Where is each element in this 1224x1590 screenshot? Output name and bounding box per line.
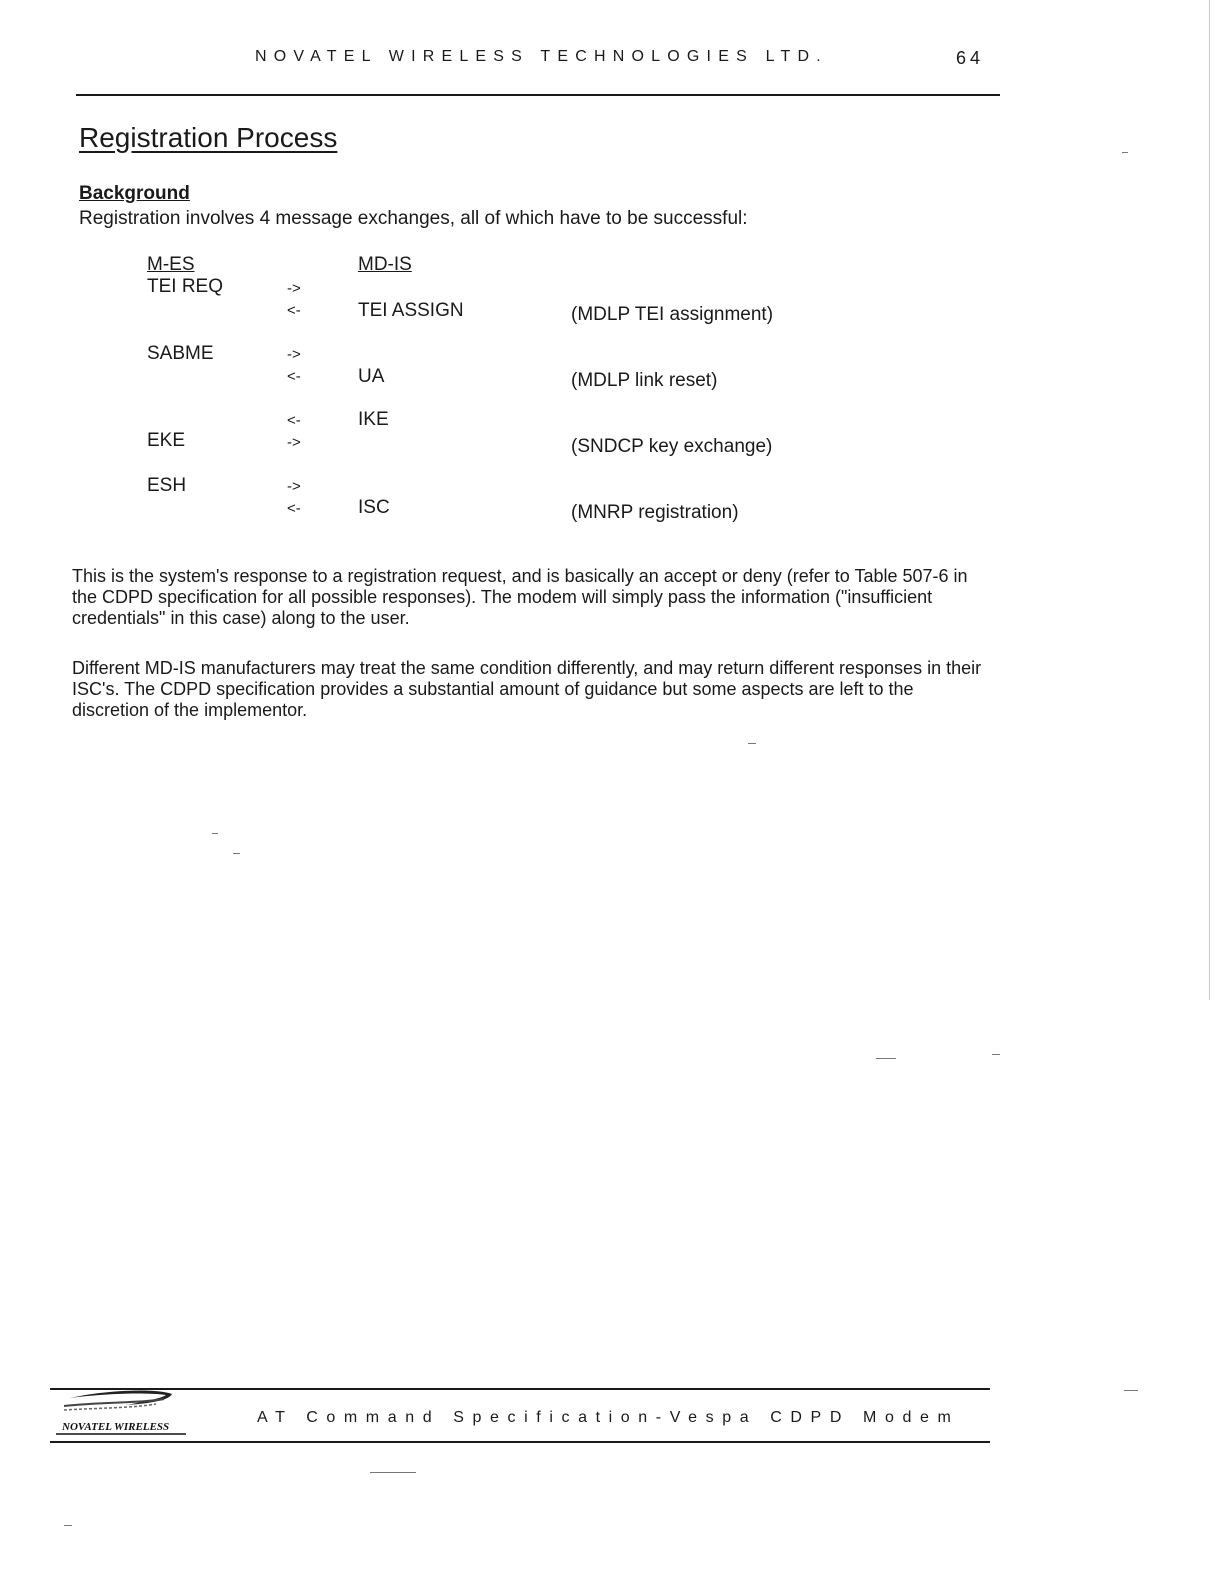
- exchange-arrow: ->: [287, 478, 301, 495]
- scan-speck: [370, 1472, 416, 1473]
- exchange-mdis-cell: IKE: [358, 409, 389, 430]
- exchange-mdis-cell: TEI ASSIGN: [358, 300, 464, 321]
- header-company-name: NOVATEL WIRELESS TECHNOLOGIES LTD.: [255, 48, 828, 65]
- exchange-arrow: <-: [287, 500, 301, 517]
- exchange-mes-cell: ESH: [147, 475, 187, 496]
- footer-divider-bottom: [50, 1441, 990, 1443]
- exchange-mdis-cell: ISC: [358, 497, 390, 518]
- scan-edge-line: [1209, 0, 1210, 1000]
- exchange-mdis-cell: UA: [358, 366, 385, 387]
- exchange-mes-cell: EKE: [147, 430, 186, 451]
- page-number: 64: [956, 48, 985, 68]
- exchange-arrow: <-: [287, 302, 301, 319]
- section-heading-background: Background: [79, 183, 190, 204]
- exchange-note: (MNRP registration): [571, 502, 739, 523]
- exchange-arrow: ->: [287, 346, 301, 363]
- exchange-arrow: ->: [287, 280, 301, 297]
- exchange-arrow: <-: [287, 412, 301, 429]
- exchange-arrow: <-: [287, 368, 301, 385]
- section-intro-text: Registration involves 4 message exchanges, all of which have to be successful:: [79, 208, 748, 229]
- column-header-mes: M-ES: [147, 254, 195, 275]
- scan-speck: [64, 1525, 72, 1526]
- column-header-mdis: MD-IS: [358, 254, 412, 275]
- scan-speck: [876, 1058, 896, 1059]
- exchange-note: (SNDCP key exchange): [571, 436, 773, 457]
- exchange-mes-cell: TEI REQ: [147, 276, 224, 297]
- exchange-arrow: ->: [287, 434, 301, 451]
- scan-speck: [233, 853, 240, 854]
- footer-divider-top: [50, 1388, 990, 1390]
- exchange-note: (MDLP link reset): [571, 370, 718, 391]
- page-title: Registration Process: [79, 122, 338, 153]
- header-divider: [76, 94, 1000, 96]
- scan-speck: [212, 833, 218, 834]
- scan-speck: [992, 1054, 1000, 1055]
- exchange-note: (MDLP TEI assignment): [571, 304, 774, 325]
- novatel-wireless-logo: [56, 1384, 186, 1436]
- scan-speck: [1124, 1390, 1138, 1391]
- footer-document-title: AT Command Specification-Vespa CDPD Modem: [257, 1409, 960, 1426]
- scan-speck: [1122, 152, 1128, 153]
- body-paragraph: Different MD-IS manufacturers may treat the same condition differently, and may return different responses in their ISC's. The CDPD specification provides a substantial amount of guidance but some aspects are left to the discretion of the implementor.: [72, 658, 982, 720]
- exchange-mes-cell: SABME: [147, 343, 214, 364]
- scan-speck: [748, 743, 756, 744]
- logo-wordmark: NOVATEL WIRELESS: [62, 1421, 170, 1433]
- body-paragraph: This is the system's response to a registration request, and is basically an accept or deny (refer to Table 507-6 in the CDPD specification for all possible responses). The modem will simply pass the information ("insufficient credentials" in this case) along to the user.: [72, 566, 968, 628]
